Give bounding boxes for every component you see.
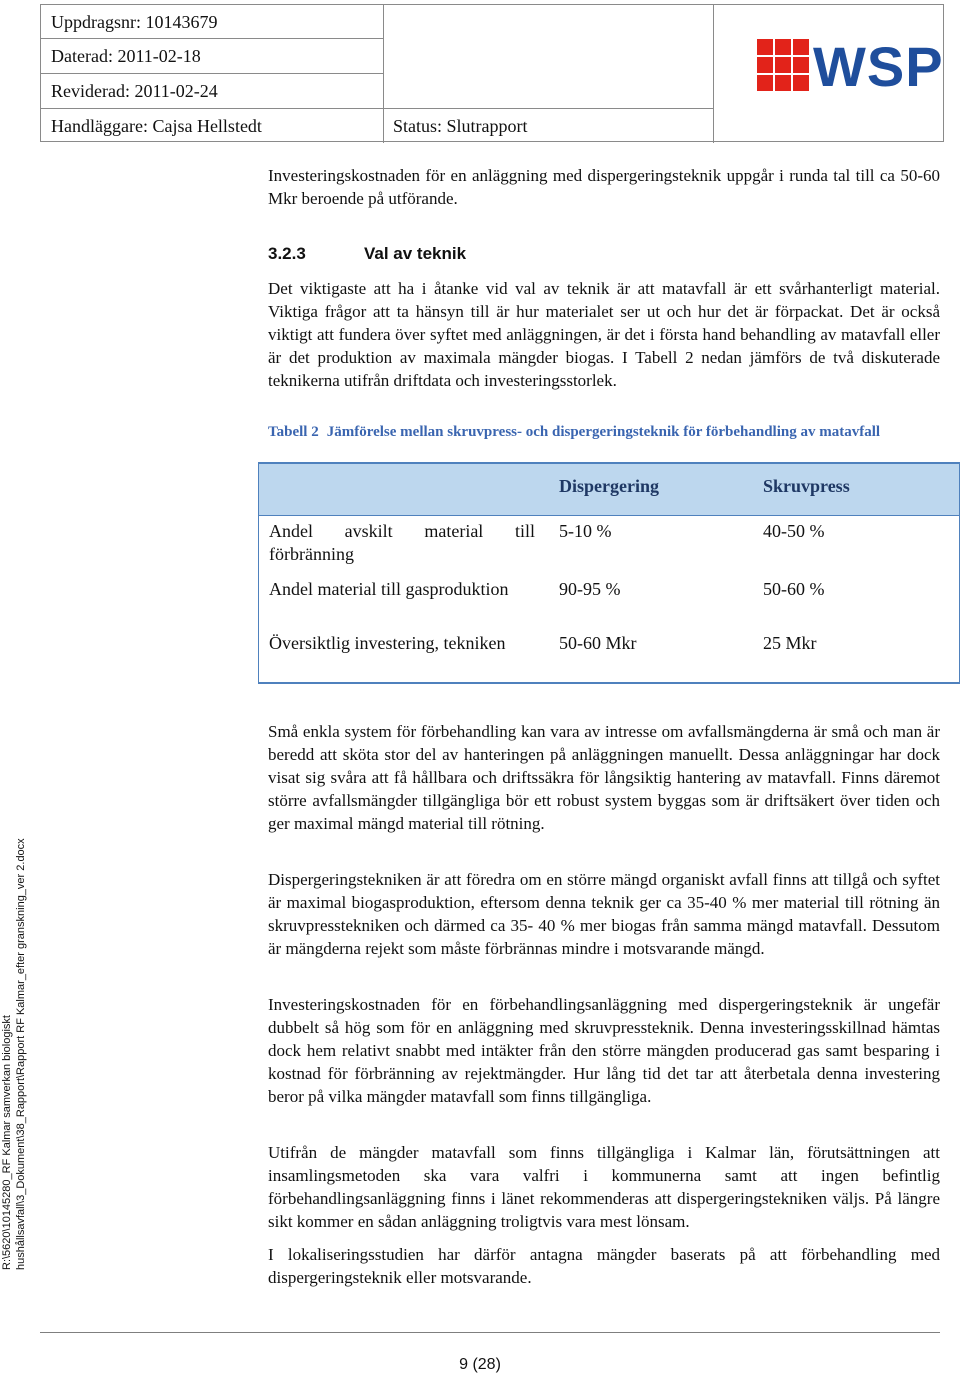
wsp-logo-text: WSP xyxy=(813,35,944,98)
wsp-logo-icon xyxy=(753,35,813,97)
status-field: Status: Slutrapport xyxy=(393,116,528,136)
intro-paragraph: Investeringskostnaden för en anläggning med dispergeringsteknik uppgår i runda tal till ca 50-60 Mkr beroende på utförande. xyxy=(268,166,940,208)
comparison-table xyxy=(258,462,960,684)
dated-field: Daterad: 2011-02-18 xyxy=(41,39,383,74)
table-caption xyxy=(268,424,948,441)
page-number: 9 (28) xyxy=(459,1356,501,1373)
column-header-skruvpress: Skruvpress xyxy=(763,476,850,496)
section-paragraph: Det viktigaste att ha i åtanke vid val av teknik är att matavfall är ett svårhanterligt material. Viktiga frågor att ta hänsyn till är hur materialet ser ut och hur det är förpackat. Det är också viktigt att fundera över syftet med anläggningen, är det i första hand behandling av matavfall eller är det produktion av maximala mängder biogas. I Tabell 2 nedan jämförs de två diskuterade teknikerna utifrån driftdata och investeringsstorlek. xyxy=(268,279,940,390)
body-paragraph: Investeringskostnaden för en förbehandlingsanläggning med dispergeringsteknik är ungefär dubbelt så hög som för en anläggning med skruvpressteknik. Denna investeringsskillnad hämtas dock hem relativt snabbt med intäkter från den större mängden producerad gas samt besparing i kostnad för förbränning av rejektmängder. Hur lång tid det tar att återbetala denna investering beror på vilka mängder matavfall som finns tillgängliga. xyxy=(268,995,940,1106)
table-row-label: Andel avskilt material till förbränning xyxy=(269,521,535,564)
file-path-line: hushållsavfall\3_Dokument\38_Rapport\Rapport RF Kalmar_efter granskning_ver 2.docx xyxy=(15,838,27,1270)
column-header-dispergering: Dispergering xyxy=(559,476,659,496)
body-paragraph: I lokaliseringsstudien har därför antagna mängder baserats på att förbehandling med dispergeringsteknik eller motsvarande. xyxy=(268,1245,940,1287)
document-header xyxy=(40,4,944,142)
assignment-number: Uppdragsnr: 10143679 xyxy=(41,5,383,39)
footer-divider xyxy=(40,1332,940,1333)
table-caption-label: Tabell 2 xyxy=(268,424,319,440)
body-paragraph: Små enkla system för förbehandling kan vara av intresse om avfallsmängderna är små och man är beredd att sköta stor del av hanteringen på anläggningen manuellt. Dessa anläggningar har dock visat sig svåra att få hållbara och driftssäkra för långsiktig hantering av matavfall. Finns däremot större avfallsmängder tillgängliga bör ett robust system byggas som är driftsäkert över tiden och ger maximal mängd material till rötning. xyxy=(268,722,940,833)
header-empty-cell xyxy=(383,5,713,109)
table-header-row xyxy=(259,464,959,516)
file-path-line: R:\5620\10145280_RF Kalmar samverkan biologiskt xyxy=(1,1015,13,1270)
wsp-logo xyxy=(753,35,953,105)
handler-field: Handläggare: Cajsa Hellstedt xyxy=(51,116,262,136)
section-number: 3.2.3 xyxy=(268,244,306,263)
revised-field: Reviderad: 2011-02-24 xyxy=(41,74,383,109)
header-divider xyxy=(713,5,714,143)
table-cell-skruvpress: 40-50 % xyxy=(763,521,825,541)
table-cell-skruvpress: 25 Mkr xyxy=(763,633,817,653)
section-heading xyxy=(268,244,466,264)
body-paragraph: Utifrån de mängder matavfall som finns tillgängliga i Kalmar län, förutsättningen att insamlingsmetoden ska vara valfri i kommunerna samt att ingen befintlig förbehandlingsanläggning finns i länet rekommenderas att dispergeringstekniken väljs. På längre sikt kommer en sådan anläggning troligtvis vara mest lönsam. xyxy=(268,1143,940,1231)
table-row-label: Översiktlig investering, tekniken xyxy=(269,633,506,653)
table-cell-dispergering: 50-60 Mkr xyxy=(559,633,637,653)
file-path-margin xyxy=(0,810,40,1270)
table-row-label: Andel material till gasproduktion xyxy=(269,579,509,599)
table-cell-skruvpress: 50-60 % xyxy=(763,579,825,599)
table-cell-dispergering: 90-95 % xyxy=(559,579,621,599)
table-cell-dispergering: 5-10 % xyxy=(559,521,612,541)
section-title: Val av teknik xyxy=(364,244,467,263)
table-caption-text: Jämförelse mellan skruvpress- och dispergeringsteknik för förbehandling av matavfall xyxy=(326,424,881,440)
body-paragraph: Dispergeringstekniken är att föredra om en större mängd organiskt avfall finns att tillgå och syftet är maximal biogasproduktion, eftersom denna teknik ger ca 35-40 % mer material till rötning än skruvpresstekniken och därmed ca 35- 40 % mer biogas från samma mängd matavfall. Dessutom är mängderna rejekt som måste förbrännas mindre i motsvarande mängd. xyxy=(268,870,940,958)
